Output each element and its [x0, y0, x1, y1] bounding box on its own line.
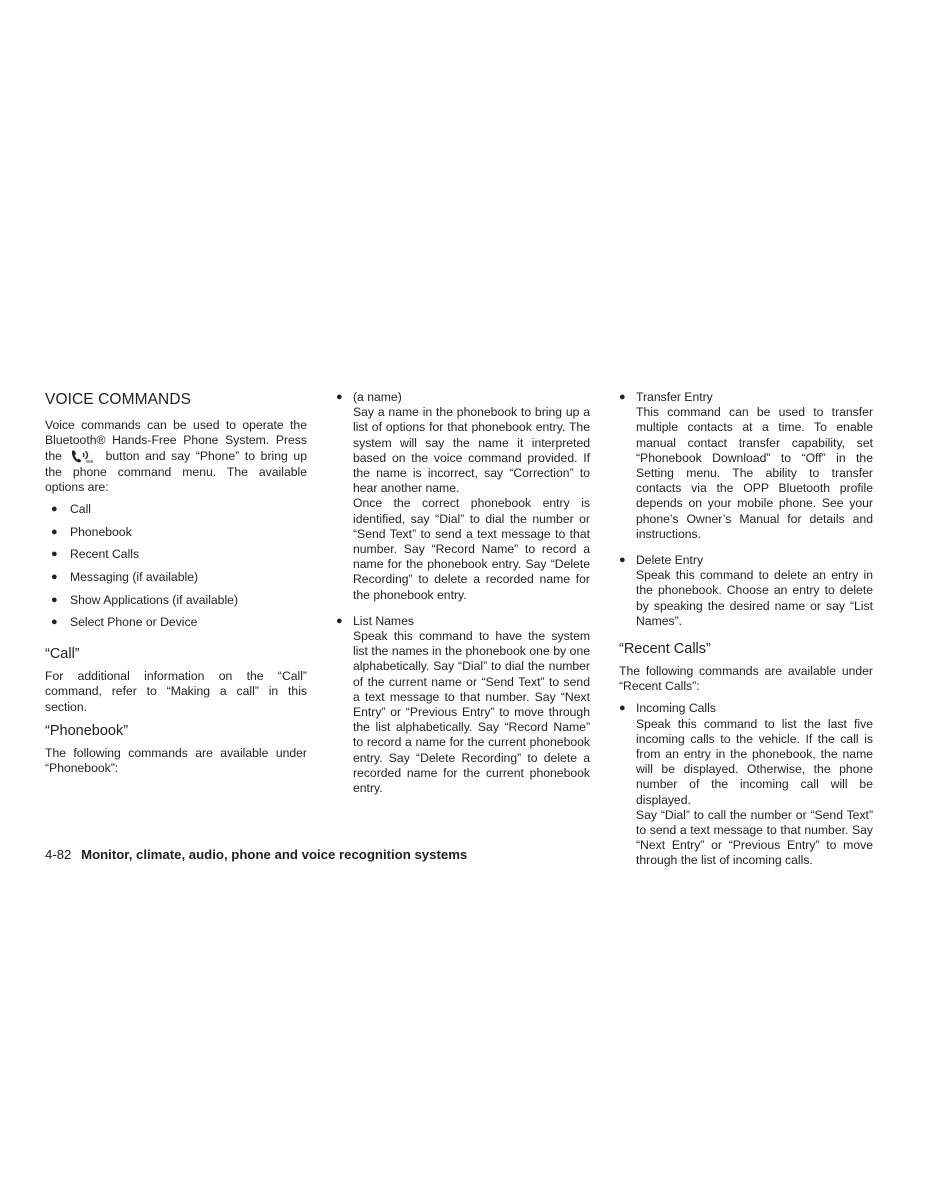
- list-item: [45, 547, 307, 570]
- list-item-label: Show Applications (if available): [70, 592, 239, 607]
- bullet-icon: ●: [51, 616, 58, 629]
- bullet-icon: ●: [336, 614, 343, 627]
- voice-commands-heading: VOICE COMMANDS: [45, 391, 192, 408]
- list-item: [45, 593, 307, 616]
- entry-title: Delete Entry: [636, 553, 704, 568]
- list-item: [45, 525, 307, 548]
- call-heading: “Call”: [45, 646, 80, 663]
- page-number: 4-82: [45, 847, 72, 862]
- bullet-icon: ●: [619, 391, 626, 403]
- bullet-icon: ●: [336, 391, 343, 403]
- column-3: [619, 390, 873, 880]
- list-item-label: Messaging (if available): [70, 570, 199, 585]
- list-item: [45, 570, 307, 593]
- entry-description: Speak this command to have the system list the names in the phonebook one by one alphabetically. Say “Dial” to dial the number of the current name or “Send Text” to send a text message to that number. Say “Next Entry” or “Previous Entry” to move through the list alphabetically. Say “Record Name” to record a name for the current phonebook entry. Say “Delete Recording” to delete a recorded name for the current phonebook entry.: [353, 629, 590, 796]
- voice-intro-text-2: button and say “Phone” to bring up the phone command menu. The available options are:: [45, 449, 307, 494]
- list-item: [45, 502, 307, 525]
- entry-description: Once the correct phonebook entry is identified, say “Dial” to dial the number or “Send Text” to send a text message to that number. Say “Record Name” to record a name for the phonebook entry. Say “Delete Recording” to delete a recorded name for the phonebook entry.: [353, 496, 590, 602]
- phone-voice-button-icon: [70, 448, 96, 464]
- bullet-icon: ●: [619, 702, 626, 715]
- entry-description: Say “Dial” to call the number or “Send Text” to send a text message to that number. Say “Next Entry” or “Previous Entry” to move through the list of incoming calls.: [636, 807, 873, 868]
- entry-title: List Names: [353, 613, 414, 628]
- voice-intro-text-1: Voice commands can be used to operate the Bluetooth® Hands-Free Phone System. Press the: [45, 418, 307, 464]
- entry-description: Speak this command to delete an entry in the phonebook. Choose an entry to delete by speaking the desired name or say “List Names”.: [636, 568, 873, 628]
- phonebook-entry-transfer-entry: [619, 390, 873, 542]
- recent-calls-heading: “Recent Calls”: [619, 641, 711, 658]
- list-item-label: Phonebook: [70, 524, 132, 539]
- bullet-icon: ●: [51, 525, 58, 538]
- entry-title: Incoming Calls: [636, 701, 716, 716]
- entry-description: This command can be used to transfer multiple contacts at a time. To enable manual contact transfer capability, set “Phonebook Download” to “Off” in the Setting menu. The ability to transfer contacts via the OPP Bluetooth profile depends on your mobile phone. See your phone’s Owner’s Manual for details and instructions.: [636, 405, 873, 541]
- entry-description: Speak this command to list the last five incoming calls to the vehicle. If the call is from an entry in the phonebook, the name will be displayed. Otherwise, the phone number of the incoming call will be displayed.: [636, 716, 873, 807]
- bullet-icon: ●: [51, 503, 58, 516]
- list-item-label: Select Phone or Device: [70, 615, 198, 630]
- list-item-label: Call: [70, 502, 91, 517]
- bullet-icon: ●: [51, 571, 58, 584]
- voice-options-list: [45, 502, 307, 638]
- entry-title: Transfer Entry: [636, 390, 713, 404]
- phonebook-entry-list-names: [336, 614, 590, 796]
- svg-text:wa: wa: [85, 459, 93, 465]
- entry-description: Say a name in the phonebook to bring up a list of options for that phonebook entry. The system will say the name it interpreted based on the voice command provided. If the name is incorrect, say “Correction” to hear another name.: [353, 405, 590, 496]
- phonebook-entry-a-name: [336, 390, 590, 603]
- column-1: [45, 390, 307, 776]
- call-text: For additional information on the “Call” command, refer to “Making a call” in this section.: [45, 669, 307, 714]
- bullet-icon: ●: [619, 554, 626, 567]
- voice-commands-intro: [45, 418, 307, 495]
- column-2: [336, 390, 590, 807]
- phonebook-entry-delete-entry: [619, 553, 873, 629]
- list-item: [45, 615, 307, 638]
- phonebook-text: The following commands are available under “Phonebook”:: [45, 745, 307, 775]
- recent-entry-incoming-calls: [619, 701, 873, 868]
- recent-calls-text: The following commands are available under “Recent Calls”:: [619, 664, 873, 694]
- phonebook-heading: “Phonebook”: [45, 722, 129, 739]
- entry-title: (a name): [353, 390, 402, 404]
- bullet-icon: ●: [51, 548, 58, 561]
- list-item-label: Recent Calls: [70, 547, 140, 562]
- chapter-title: Monitor, climate, audio, phone and voice recognition systems: [81, 847, 468, 862]
- page-footer: [45, 847, 467, 863]
- bullet-icon: ●: [51, 593, 58, 606]
